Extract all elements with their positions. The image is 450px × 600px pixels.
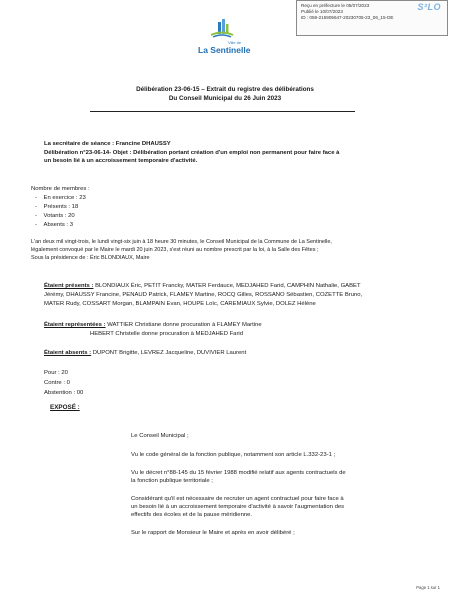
members-item: - Présents : 18 [35,204,79,210]
expose-council: Le Conseil Municipal ; [131,433,189,439]
present-label: Étaient présents : [44,283,94,289]
document-subtitle: Du Conseil Municipal du 26 Juin 2023 [168,95,282,102]
intro-line-1: L'an deux mil vingt-trois, le lundi vingt-six juin à 18 heure 30 minutes, le Conseil Municipal de la Commune de La Sentinelle, [31,239,332,245]
represented-line-2: HEBERT Christelle donne procuration à MEDJAHED Farid [90,331,244,337]
expose-para-3-line-3: effectifs des écoles et de la pause méridienne. [131,512,253,518]
vote-abstention: Abstention : 00 [44,390,84,396]
logo-ville-text: Ville de [228,40,242,45]
members-item: - Votants : 20 [35,213,75,219]
intro-line-2: légalement convoqué par le Maire le mardi 20 juin 2023, s'est réuni au nombre prescrit par la loi, à la Salle des Fêtes ; [31,247,319,253]
expose-para-2-line-2: la fonction publique territoriale ; [131,478,213,484]
members-item: - Absents : 3 [35,222,73,228]
present-names-1: BLONDIAUX Éric, PETIT Francky, MATER Ferdauce, MEDJAHED Farid, CAMPHIN Nathalie, GABET [95,283,361,289]
expose-para-3-line-2: un besoin lié à un accroissement temporaire d'activité à savoir l'augmentation des [131,504,345,510]
title-underline [90,111,355,112]
expose-para-1: Vu le code général de la fonction publique, notamment son article L.332-23-1 ; [131,452,336,458]
stamp-id: ID : 059-215905647-20230705-23_06_15-DE [301,15,394,21]
document-title: Délibération 23-06-15 – Extrait du registre des délibérations [136,86,314,93]
expose-heading: EXPOSÉ : [50,404,80,411]
secretary-line [44,141,171,148]
expose-para-4: Sur le rapport de Monsieur le Maire et après en avoir délibéré ; [131,530,295,536]
vote-pour: Pour : 20 [44,370,68,376]
represented-label: Étaient représentées : [44,322,106,328]
stamp-published: Publié le 10/07/2023 [301,9,343,15]
absent-names: DUPONT Brigitte, LEVREZ Jacqueline, DUVIVIER Laurent [92,350,247,356]
present-line-1 [44,283,361,290]
present-line-2: Jérémy, DHAUSSY Francine, PENAUD Patrick, FLAMEY Martine, ROCQ Gilles, ROSSANO Sébastien, COZETTE Bruno, [44,292,363,298]
vote-contre: Contre : 0 [44,380,70,386]
secretary-name: Francine DHAUSSY [115,141,171,147]
deliberation-line-2: un besoin lié à un accroissement temporaire d'activité. [44,158,198,164]
present-line-3: MATER Rudy, COSSART Morgan, BLAMPAIN Evan, HOUPE Loïc, CAREMIAUX Sylvie, DOLEZ Hélène [44,301,316,307]
city-logo [192,18,252,58]
intro-line-3: Sous la présidence de : Éric BLONDIAUX, Maire [31,255,150,261]
members-item: - En exercice : 23 [35,195,86,201]
absent-label: Étaient absents : [44,350,92,356]
represented-line-1 [44,322,262,329]
prefecture-stamp [296,0,448,36]
logo-town-name: La Sentinelle [198,45,251,55]
s2lo-logo: S²LO [417,2,441,12]
secretary-label: La secrétaire de séance : [44,141,115,147]
stamp-received: Reçu en préfecture le 05/07/2023 [301,3,370,8]
page-number: Page 1 sur 1 [416,585,440,590]
deliberation-line-1: Délibération n°23-06-14- Objet : Délibération portant création d'un emploi non permanent pour faire face à [44,150,340,156]
city-emblem-icon [209,18,235,40]
expose-para-3-line-1: Considérant qu'il est nécessaire de recruter un agent contractuel pour faire face à [131,496,344,502]
represented-names-1: WATTIER Christiane donne procuration à FLAMEY Martine [107,322,262,328]
expose-para-2-line-1: Vu le décret n°88-145 du 15 février 1988 modifié relatif aux agents contractuels de [131,470,346,476]
absent-line [44,350,246,357]
members-heading: Nombre de membres : [31,186,90,192]
